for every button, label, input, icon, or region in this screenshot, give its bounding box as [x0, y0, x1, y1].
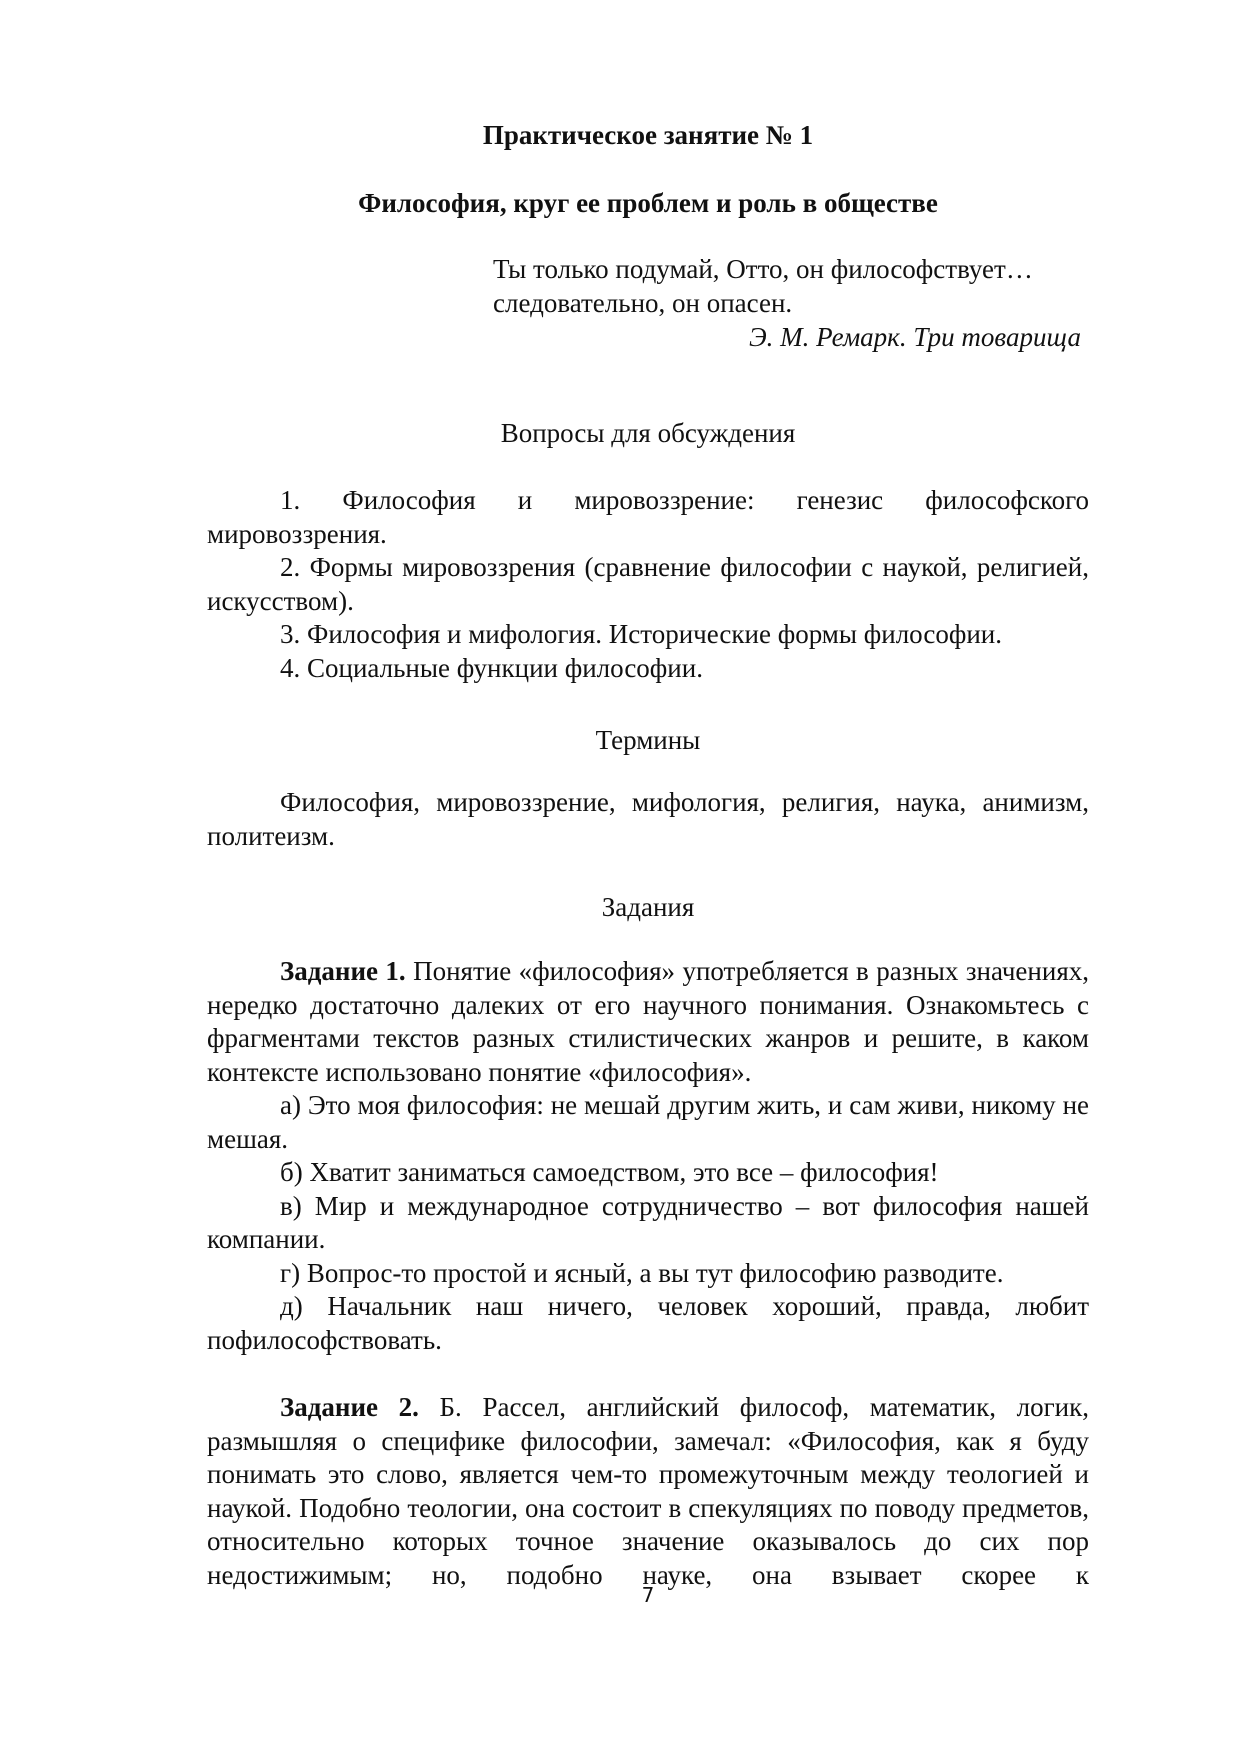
tasks-heading: Задания [601, 892, 695, 922]
epigraph [493, 252, 1081, 354]
task-2-text: Б. Рассел, английский философ, математик, логик, размышляя о специфике философии, замечал: «Философия, как я буду понимать это слово, является чем-то промежуточным между теологией и наукой. Подобно теологии, она состоит в спекуляциях по поводу предметов, относительно которых точное значение оказывалось до сих пор недостижимым; но, подобно науке, она взывает скорее к [207, 1392, 1089, 1590]
questions-heading: Вопросы для обсуждения [500, 418, 796, 448]
task-2-intro [207, 1391, 1089, 1592]
epigraph-line-1: Ты только подумай, Отто, он философствует… [493, 254, 1033, 284]
task-1-item: б) Хватит заниматься самоедством, это все – философия! [280, 1157, 939, 1187]
page-title: Практическое занятие № 1 [482, 120, 814, 150]
task-1 [207, 955, 1089, 1357]
terms-text: Философия, мировоззрение, мифология, религия, наука, анимизм, политеизм. [207, 787, 1089, 851]
document-page [207, 0, 1089, 1754]
task-2-label: Задание 2. [280, 1392, 419, 1422]
question-item: 4. Социальные функции философии. [280, 652, 703, 683]
question-item: 3. Философия и мифология. Исторические формы философии. [280, 619, 1002, 649]
task-1-text: Понятие «философия» употребляется в разных значениях, нередко достаточно далеких от его научного понимания. Ознакомьтесь с фрагментами текстов разных стилистических жанров и решите, в каком контексте использовано понятие «философия». [207, 956, 1089, 1087]
task-1-item: в) Мир и международное сотрудничество – вот философия нашей компании. [207, 1190, 1089, 1254]
terms-block [207, 786, 1089, 853]
task-1-item: а) Это моя философия: не мешай другим жить, и сам живи, никому не мешая. [207, 1090, 1089, 1154]
page-subtitle: Философия, круг ее проблем и роль в обществе [358, 188, 938, 218]
task-2 [207, 1391, 1089, 1592]
terms-heading: Термины [595, 725, 701, 755]
questions-list [207, 484, 1089, 685]
task-1-label: Задание 1. [280, 956, 406, 986]
question-item: 1. Философия и мировоззрение: генезис философского мировоззрения. [207, 485, 1089, 549]
task-1-intro [207, 955, 1089, 1089]
page-number: 7 [641, 1583, 655, 1607]
epigraph-attribution: Э. М. Ремарк. Три товарища [748, 322, 1081, 352]
epigraph-line-2: следовательно, он опасен. [493, 288, 793, 318]
task-1-item: д) Начальник наш ничего, человек хороший, правда, любит пофилософствовать. [207, 1291, 1089, 1355]
question-item: 2. Формы мировоззрения (сравнение философии с наукой, религией, искусством). [207, 552, 1089, 616]
task-1-item: г) Вопрос-то простой и ясный, а вы тут философию разводите. [280, 1257, 1004, 1288]
